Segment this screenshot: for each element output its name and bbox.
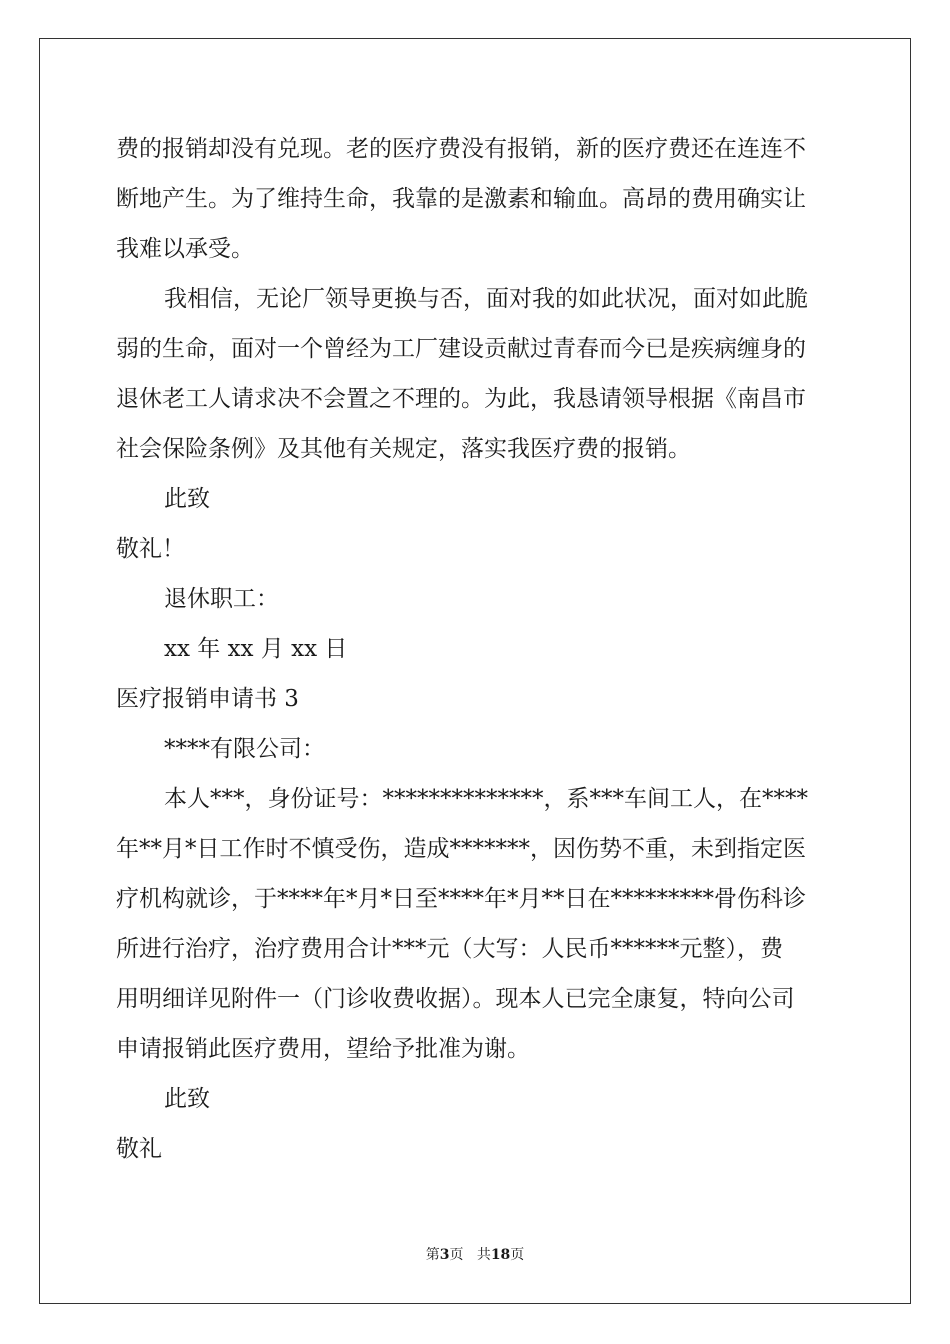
text-line: 年**月*日工作时不慎受伤，造成*******，因伤势不重，未到指定医: [116, 836, 806, 862]
page-prefix: 第: [425, 1247, 440, 1263]
text-line: 用明细详见附件一（门诊收费收据）。现本人已完全康复，特向公司: [116, 986, 795, 1012]
text-line: 本人***，身份证号：**************，系***车间工人，在****: [164, 786, 808, 812]
text-line: 所进行治疗，治疗费用合计***元（大写：人民币******元整），费: [116, 936, 783, 962]
page-suffix: 页: [449, 1247, 464, 1263]
text-line: xx 年 xx 月 xx 日: [164, 636, 348, 662]
page-number: 3: [439, 1247, 450, 1263]
text-line: 敬礼！: [116, 536, 185, 562]
text-line: 此致: [164, 1086, 210, 1112]
text-line: 社会保险条例》及其他有关规定，落实我医疗费的报销。: [116, 436, 691, 462]
document-body: [116, 124, 836, 1174]
text-line: 退休职工：: [164, 586, 279, 612]
text-line: ****有限公司：: [164, 736, 325, 762]
text-line: 断地产生。为了维持生命，我靠的是激素和输血。高昂的费用确实让: [116, 186, 806, 212]
text-line: 疗机构就诊，于****年*月*日至****年*月**日在*********骨伤科诊: [116, 886, 806, 912]
text-line: 敬礼: [116, 1136, 162, 1162]
text-line: 申请报销此医疗费用，望给予批准为谢。: [116, 1036, 530, 1062]
text-line: 退休老工人请求决不会置之不理的。为此，我恳请领导根据《南昌市: [116, 386, 806, 412]
text-line: 费的报销却没有兑现。老的医疗费没有报销，新的医疗费还在连连不: [116, 136, 806, 162]
text-line: 我相信，无论厂领导更换与否，面对我的如此状况，面对如此脆: [164, 286, 808, 312]
text-line: 弱的生命，面对一个曾经为工厂建设贡献过青春而今已是疾病缠身的: [116, 336, 806, 362]
text-line: 我难以承受。: [116, 236, 254, 262]
text-line: 医疗报销申请书 3: [116, 686, 299, 712]
page-footer: [0, 1245, 950, 1265]
total-prefix: 共: [476, 1247, 491, 1263]
text-line: 此致: [164, 486, 210, 512]
total-suffix: 页: [510, 1247, 525, 1263]
total-pages: 18: [490, 1247, 511, 1263]
